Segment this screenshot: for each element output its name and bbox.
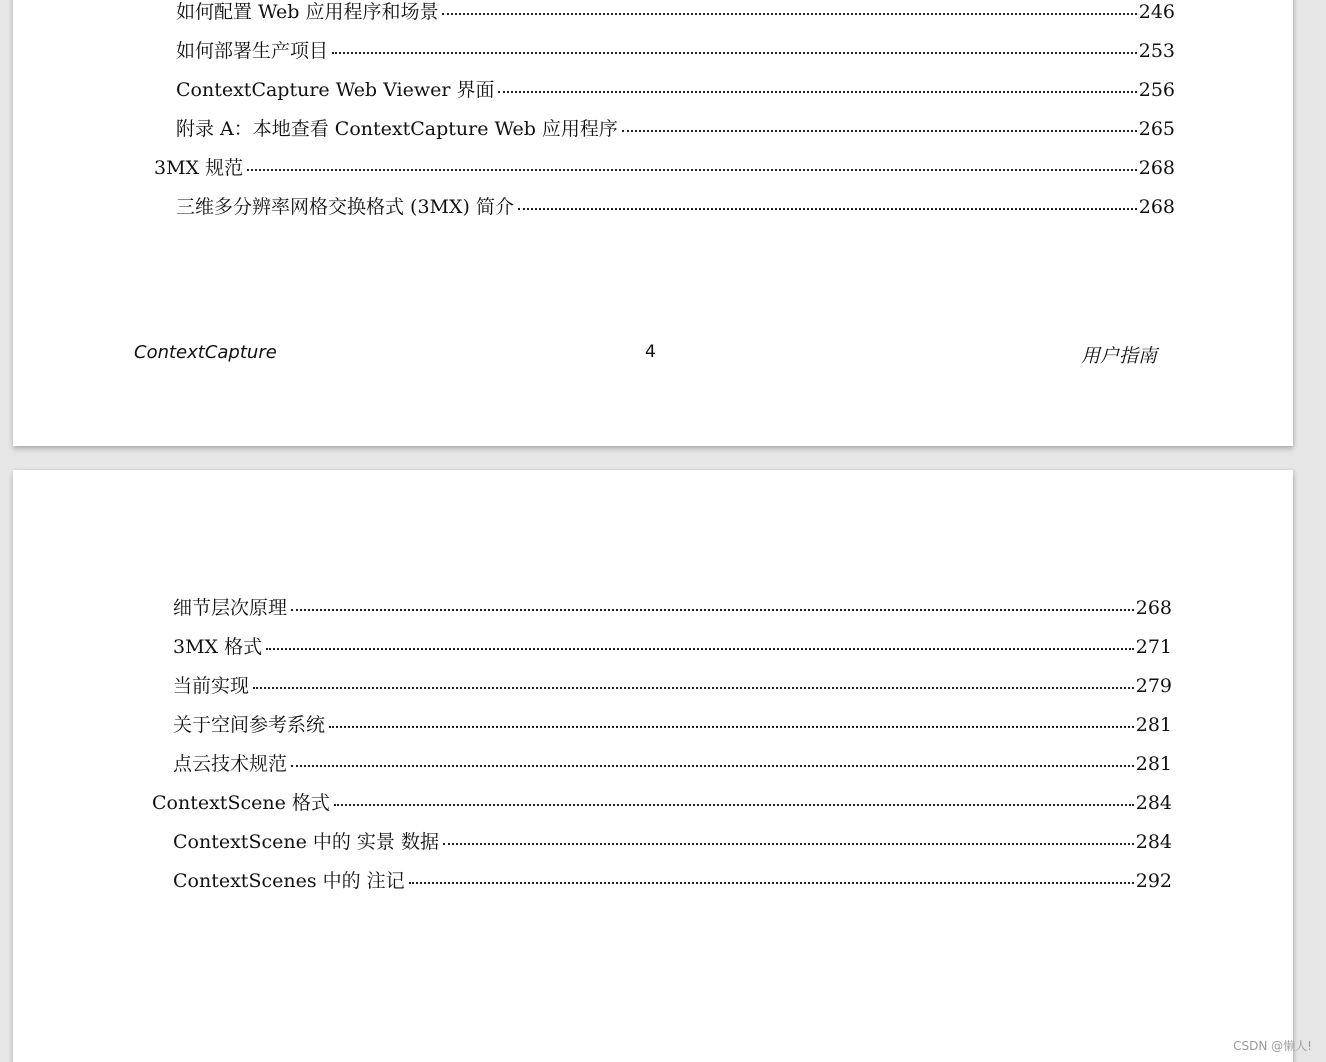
toc-entry[interactable] — [173, 752, 1172, 776]
document-page-5 — [13, 470, 1293, 1062]
toc-entry-title: 如何配置 Web 应用程序和场景 — [176, 1, 439, 23]
toc-entry-page-number: 284 — [1135, 831, 1172, 853]
toc-dot-leader — [329, 726, 1134, 728]
toc-entry[interactable] — [176, 195, 1175, 219]
toc-dot-leader — [334, 804, 1134, 806]
toc-entry-title: 三维多分辨率网格交换格式 (3MX) 简介 — [176, 196, 514, 218]
toc-entry-page-number: 284 — [1135, 792, 1172, 814]
viewer-background-right — [1294, 0, 1326, 1062]
csdn-watermark: CSDN @懒人! — [1233, 1039, 1312, 1053]
toc-dot-leader — [253, 687, 1134, 689]
toc-entry-title: 关于空间参考系统 — [173, 714, 326, 736]
toc-dot-leader — [332, 52, 1137, 54]
toc-entry[interactable] — [173, 869, 1172, 893]
toc-entry-title: 当前实现 — [173, 675, 250, 697]
toc-entry-page-number: 271 — [1135, 636, 1172, 658]
toc-dot-leader — [498, 91, 1136, 93]
toc-dot-leader — [442, 13, 1136, 15]
toc-entry-title: 3MX 规范 — [154, 157, 244, 179]
toc-dot-leader — [291, 765, 1134, 767]
document-page-4 — [13, 0, 1293, 446]
toc-dot-leader — [409, 882, 1134, 884]
toc-entry-page-number: 256 — [1138, 79, 1175, 101]
toc-entry[interactable] — [173, 635, 1172, 659]
toc-entry[interactable] — [176, 117, 1175, 141]
footer-product-name: ContextCapture — [134, 342, 277, 363]
toc-dot-leader — [518, 208, 1137, 210]
footer-document-title: 用户指南 — [1081, 345, 1158, 367]
toc-entry-title: 细节层次原理 — [173, 597, 288, 619]
footer-page-number: 4 — [645, 342, 656, 362]
toc-entry[interactable] — [173, 830, 1172, 854]
toc-entry-title: ContextCapture Web Viewer 界面 — [176, 79, 495, 101]
toc-entry[interactable] — [154, 156, 1175, 180]
toc-entry-title: 附录 A：本地查看 ContextCapture Web 应用程序 — [176, 118, 618, 140]
toc-entry-page-number: 268 — [1138, 157, 1175, 179]
toc-entry-title: ContextScene 中的 实景 数据 — [173, 831, 439, 853]
toc-entry-title: 3MX 格式 — [173, 636, 263, 658]
toc-entry[interactable] — [173, 674, 1172, 698]
toc-entry-page-number: 292 — [1135, 870, 1172, 892]
toc-entry-page-number: 281 — [1135, 753, 1172, 775]
toc-entry-page-number: 268 — [1138, 196, 1175, 218]
toc-dot-leader — [443, 843, 1134, 845]
toc-entry-page-number: 281 — [1135, 714, 1172, 736]
toc-entry-page-number: 246 — [1138, 1, 1175, 23]
toc-entry-title: ContextScenes 中的 注记 — [173, 870, 405, 892]
toc-dot-leader — [291, 609, 1134, 611]
toc-entry[interactable] — [176, 78, 1175, 102]
toc-dot-leader — [266, 648, 1134, 650]
toc-entry-title: ContextScene 格式 — [152, 792, 330, 814]
toc-entry[interactable] — [173, 713, 1172, 737]
toc-entry-page-number: 253 — [1138, 40, 1175, 62]
toc-entry-page-number: 265 — [1138, 118, 1175, 140]
toc-entry[interactable] — [152, 791, 1172, 815]
toc-entry-page-number: 279 — [1135, 675, 1172, 697]
toc-entry[interactable] — [173, 596, 1172, 620]
toc-entry-page-number: 268 — [1135, 597, 1172, 619]
toc-entry-title: 如何部署生产项目 — [176, 40, 329, 62]
toc-entry-title: 点云技术规范 — [173, 753, 288, 775]
toc-dot-leader — [247, 169, 1137, 171]
toc-entry[interactable] — [176, 0, 1175, 24]
toc-entry[interactable] — [176, 39, 1175, 63]
toc-dot-leader — [622, 130, 1137, 132]
